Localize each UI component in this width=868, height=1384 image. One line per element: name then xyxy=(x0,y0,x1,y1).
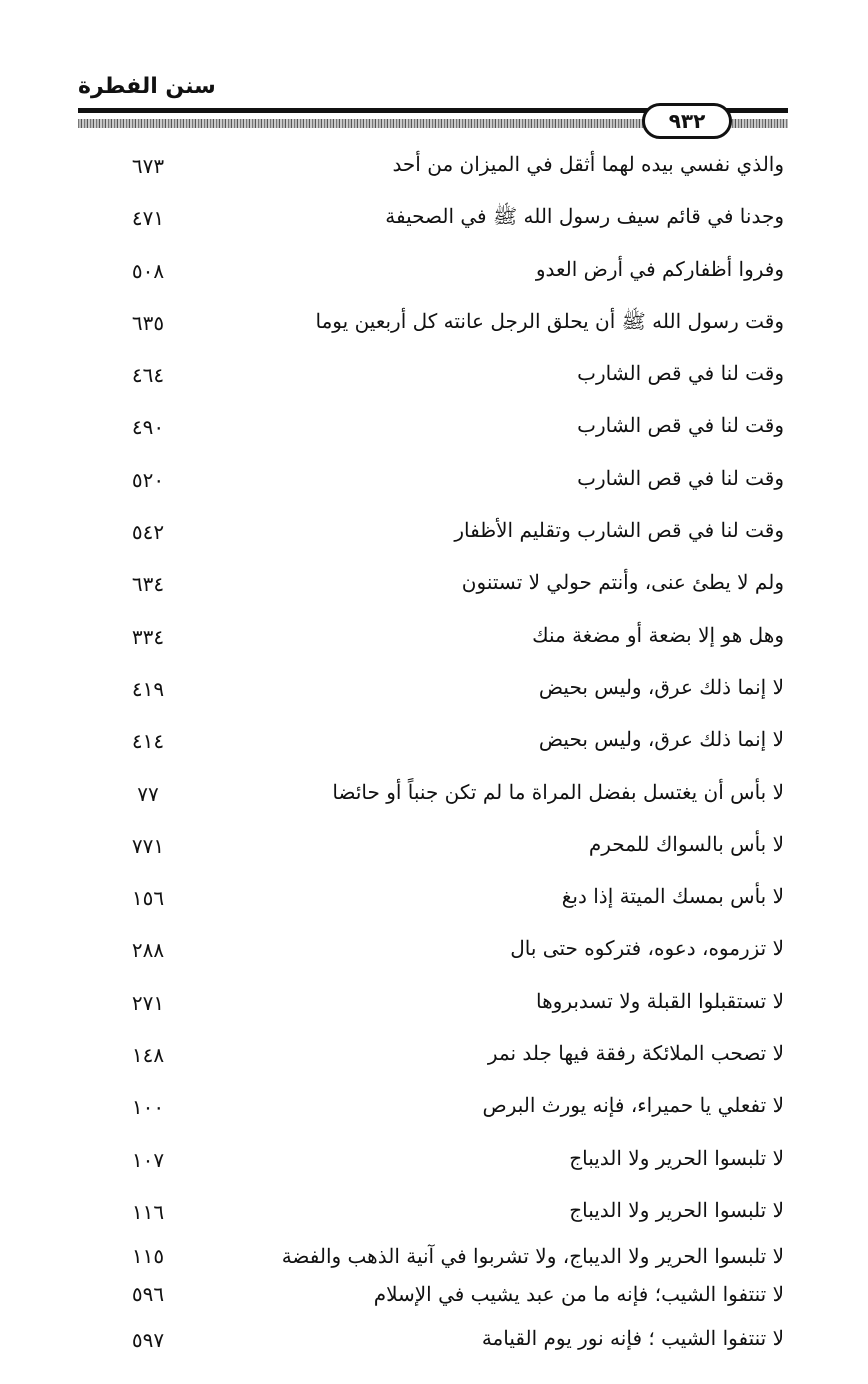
index-entry xyxy=(78,663,788,715)
entry-text: ولم لا يطئ عنى، وأنتم حولي لا تستنون xyxy=(461,570,784,595)
entry-page: ٥٠٨ xyxy=(131,258,165,283)
entry-text: وفروا أظفاركم في أرض العدو xyxy=(535,256,784,281)
entry-page: ٦٣٤ xyxy=(131,572,165,597)
index-entry xyxy=(78,977,788,1029)
index-entry xyxy=(78,715,788,767)
index-entry xyxy=(78,924,788,976)
index-entry xyxy=(78,1314,788,1366)
entry-text: وهل هو إلا بضعة أو مضغة منك xyxy=(532,622,784,647)
entry-page: ٥٢٠ xyxy=(131,467,165,492)
entry-page: ٧٧١ xyxy=(131,833,165,858)
index-entry xyxy=(78,349,788,401)
entry-text: والذي نفسي بيده لهما أثقل في الميزان من أحد xyxy=(392,152,784,176)
entry-page: ٤٧١ xyxy=(131,206,165,231)
index-entry xyxy=(78,1238,788,1276)
entry-page: ٢٨٨ xyxy=(131,938,165,963)
index-entry xyxy=(78,820,788,872)
index-entry xyxy=(78,454,788,506)
entry-page: ٤١٤ xyxy=(131,729,165,754)
index-entry xyxy=(78,558,788,610)
entry-text: وجدنا في قائم سيف رسول الله ﷺ في الصحيفة xyxy=(385,204,784,229)
entry-page: ١٤٨ xyxy=(131,1043,165,1068)
entry-text: لا تستقبلوا القبلة ولا تسدبروها xyxy=(536,988,784,1013)
entry-text: وقت لنا في قص الشارب xyxy=(577,465,784,490)
entry-text: لا إنما ذلك عرق، وليس بحيض xyxy=(538,674,784,699)
entry-text: لا تزرموه، دعوه، فتركوه حتى بال xyxy=(510,936,784,961)
entry-text: لا بأس بمسك الميتة إذا دبغ xyxy=(561,884,784,909)
entry-text: وقت لنا في قص الشارب xyxy=(577,361,784,386)
entry-page: ٦٧٣ xyxy=(131,154,165,178)
entry-text: لا تنتفوا الشيب ؛ فإنه نور يوم القيامة xyxy=(481,1326,784,1351)
entry-text: لا تلبسوا الحرير ولا الديباج، ولا تشربوا في آنية الذهب والفضة xyxy=(281,1244,784,1269)
entry-text: لا بأس بالسواك للمحرم xyxy=(588,831,784,856)
index-entry xyxy=(78,245,788,297)
entry-page: ١٠٠ xyxy=(131,1095,165,1120)
entry-page: ١١٥ xyxy=(131,1244,165,1269)
entry-page: ١٠٧ xyxy=(131,1147,165,1172)
index-list xyxy=(78,140,788,1367)
entry-page: ٧٧ xyxy=(137,781,159,806)
index-entry xyxy=(78,140,788,192)
index-entry xyxy=(78,611,788,663)
entry-page: ٤٦٤ xyxy=(131,363,165,388)
entry-page: ٤١٩ xyxy=(131,676,165,701)
index-entry xyxy=(78,1276,788,1314)
entry-text: لا إنما ذلك عرق، وليس بحيض xyxy=(538,727,784,752)
index-entry xyxy=(78,192,788,244)
entry-page: ٢٧١ xyxy=(131,990,165,1015)
index-entry xyxy=(78,401,788,453)
entry-page: ١١٦ xyxy=(131,1199,165,1224)
entry-text: لا تلبسوا الحرير ولا الديباج xyxy=(569,1197,784,1222)
entry-text: وقت رسول الله ﷺ أن يحلق الرجل عانته كل أربعين يوما xyxy=(315,308,784,333)
index-entry xyxy=(78,1186,788,1238)
index-entry xyxy=(78,297,788,349)
entry-page: ٤٩٠ xyxy=(131,415,165,440)
entry-text: لا تلبسوا الحرير ولا الديباج xyxy=(569,1145,784,1170)
index-entry xyxy=(78,506,788,558)
index-entry xyxy=(78,1134,788,1186)
entry-page: ٥٩٦ xyxy=(131,1282,165,1307)
running-header-title: سنن الفطرة xyxy=(78,74,216,99)
entry-page: ١٥٦ xyxy=(131,886,165,911)
entry-text: وقت لنا في قص الشارب xyxy=(577,413,784,438)
index-entry xyxy=(78,1029,788,1081)
entry-text: وقت لنا في قص الشارب وتقليم الأظفار xyxy=(454,518,784,543)
page-number-badge: ٩٣٢ xyxy=(642,103,732,139)
entry-page: ٥٩٧ xyxy=(131,1328,165,1353)
entry-page: ٥٤٢ xyxy=(131,520,165,545)
index-entry xyxy=(78,1081,788,1133)
index-entry xyxy=(78,768,788,820)
entry-page: ٦٣٥ xyxy=(131,310,165,335)
entry-text: لا تصحب الملائكة رفقة فيها جلد نمر xyxy=(487,1041,784,1066)
entry-page: ٣٣٤ xyxy=(131,624,165,649)
index-entry xyxy=(78,872,788,924)
entry-text: لا تنتفوا الشيب؛ فإنه ما من عبد يشيب في الإسلام xyxy=(373,1282,784,1307)
entry-text: لا تفعلي يا حميراء، فإنه يورث البرص xyxy=(482,1093,784,1118)
entry-text: لا بأس أن يغتسل بفضل المراة ما لم تكن جنباً أو حائضا xyxy=(332,779,784,804)
